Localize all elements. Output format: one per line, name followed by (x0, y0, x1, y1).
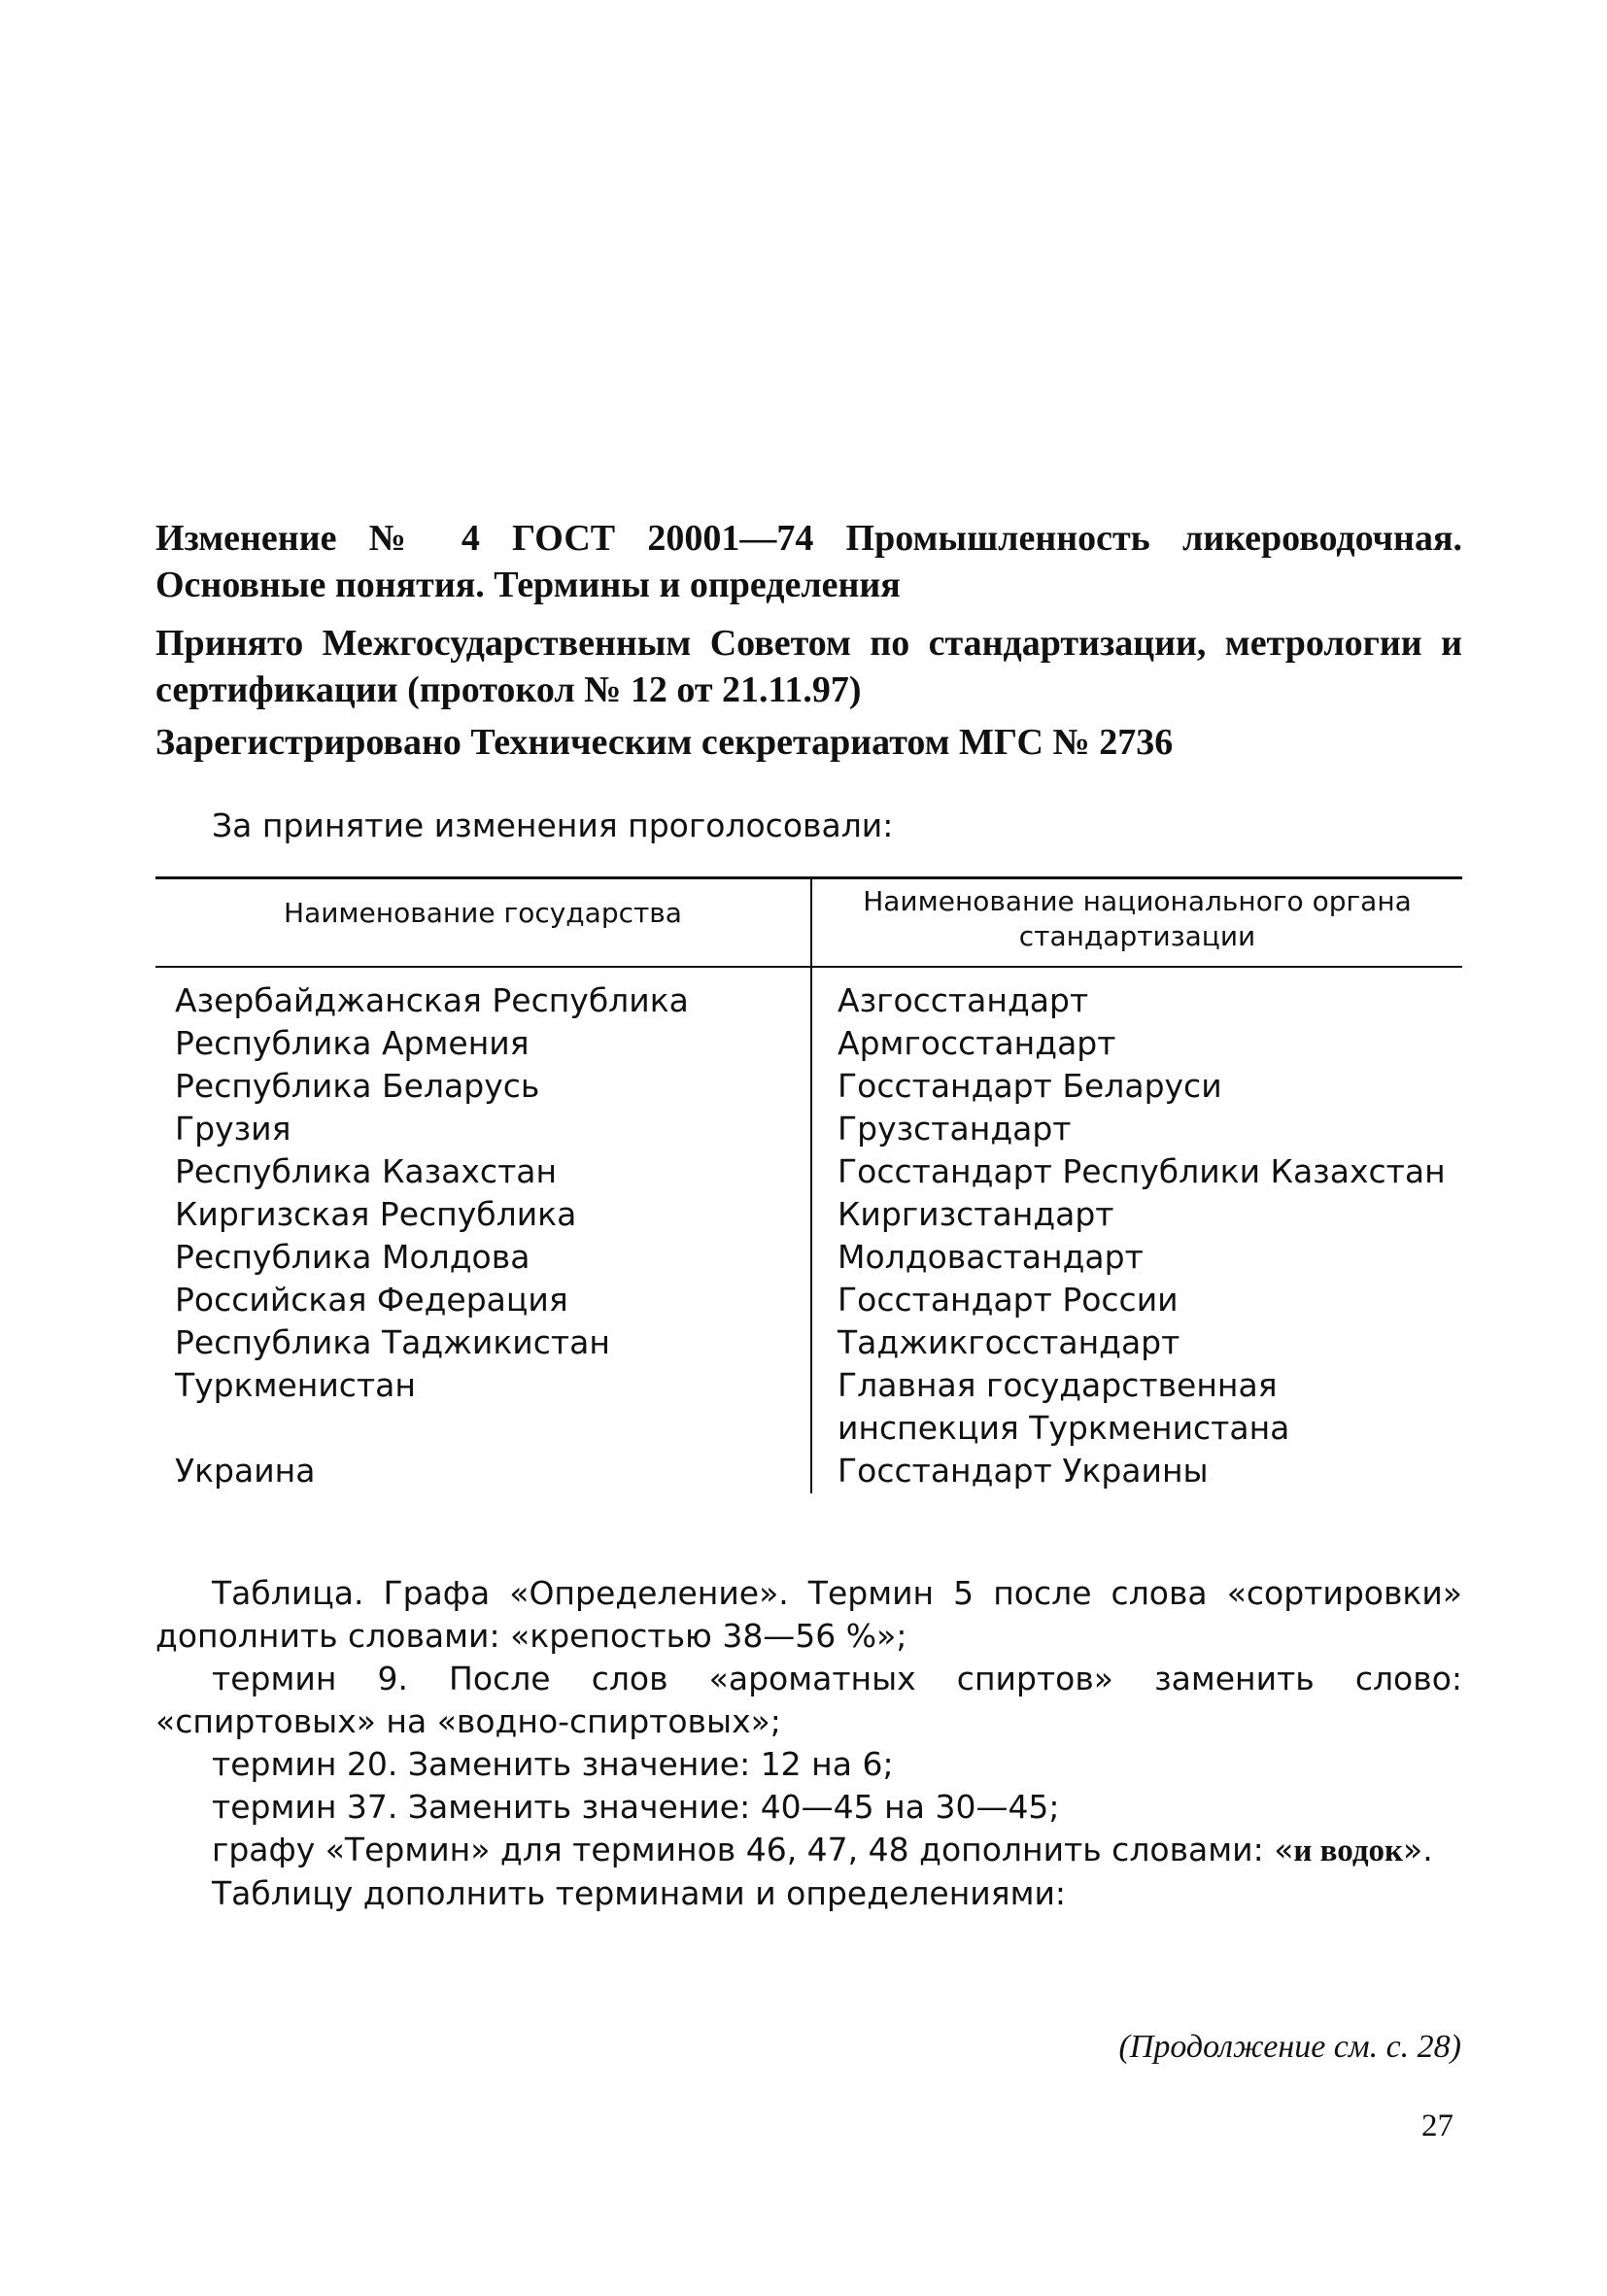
change-text: графу «Термин» для терминов 46, 47, 48 дополнить словами: « (212, 1831, 1294, 1868)
table-row-state: Российская Федерация (175, 1281, 568, 1319)
amendment-title: Изменение № 4 ГОСТ 20001—74 Промышленность ликероводочная. Основные понятия. Термины и определения (155, 518, 1462, 605)
changes-section (155, 1572, 1462, 1915)
table-row-state: Республика Таджикистан (175, 1323, 610, 1361)
table-row-standards-body: Госстандарт Украины (838, 1452, 1209, 1490)
table-row-standards-body: Госстандарт Республики Казахстан (838, 1152, 1446, 1190)
column-header-standards-body: Наименование национального органа стандартизации (863, 885, 1412, 952)
table-row-standards-body: Киргизстандарт (838, 1195, 1114, 1233)
table-row-state: Украина (175, 1452, 316, 1490)
table-row-state: Туркменистан (175, 1366, 416, 1404)
table-row-state: Республика Армения (175, 1024, 530, 1062)
table-row-state: Грузия (175, 1110, 291, 1148)
table-header-rule (155, 966, 1462, 968)
registration-statement: Зарегистрировано Техническим секретариатом МГС № 2736 (155, 722, 1174, 763)
table-row-standards-body: Госстандарт России (838, 1281, 1179, 1319)
page-number: 27 (1421, 2108, 1453, 2143)
change-paragraph: Таблицу дополнить терминами и определениями: (212, 1874, 1067, 1912)
change-paragraph (155, 1829, 1462, 1872)
state-list (175, 979, 689, 1492)
change-paragraph: Таблица. Графа «Определение». Термин 5 после слова «сортировки» дополнить словами: «крепостью 38—56 %»; (155, 1574, 1462, 1655)
table-row-standards-body: Армгосстандарт (838, 1024, 1116, 1062)
table-row-state: Киргизская Республика (175, 1195, 577, 1233)
change-paragraph: термин 9. После слов «ароматных спиртов» заменить слово: «спиртовых» на «водно-спиртовых»; (155, 1660, 1462, 1740)
change-paragraph: термин 20. Заменить значение: 12 на 6; (212, 1745, 894, 1783)
table-column-divider (810, 878, 812, 1493)
table-top-rule (155, 876, 1462, 879)
table-row-standards-body: Госстандарт Беларуси (838, 1067, 1222, 1105)
adoption-statement: Принято Межгосударственным Советом по стандартизации, метрологии и сертификации (протокол № 12 от 21.11.97) (155, 623, 1462, 710)
table-row-state: Республика Молдова (175, 1238, 530, 1276)
table-row-standards-body: Молдовастандарт (838, 1238, 1144, 1276)
table-row-state: Республика Беларусь (175, 1067, 540, 1105)
voting-intro: За принятие изменения проголосовали: (212, 806, 894, 844)
column-header-state: Наименование государства (284, 897, 682, 929)
table-row-state: Азербайджанская Республика (175, 981, 689, 1019)
change-text: ». (1403, 1831, 1433, 1868)
continuation-note: (Продолжение см. с. 28) (1118, 2029, 1461, 2065)
change-emphasis: и водок (1293, 1833, 1404, 1868)
standards-body-list (838, 979, 1459, 1492)
table-row-standards-body: Грузстандарт (838, 1110, 1072, 1148)
table-row-state: Республика Казахстан (175, 1152, 558, 1190)
table-row-standards-body: Азгосстандарт (838, 981, 1089, 1019)
change-paragraph: термин 37. Заменить значение: 40—45 на 30—45; (212, 1788, 1060, 1826)
table-row-standards-body: Таджикгосстандарт (838, 1323, 1180, 1361)
table-row-standards-body: Главная государственная инспекция Туркменистана (838, 1366, 1290, 1447)
